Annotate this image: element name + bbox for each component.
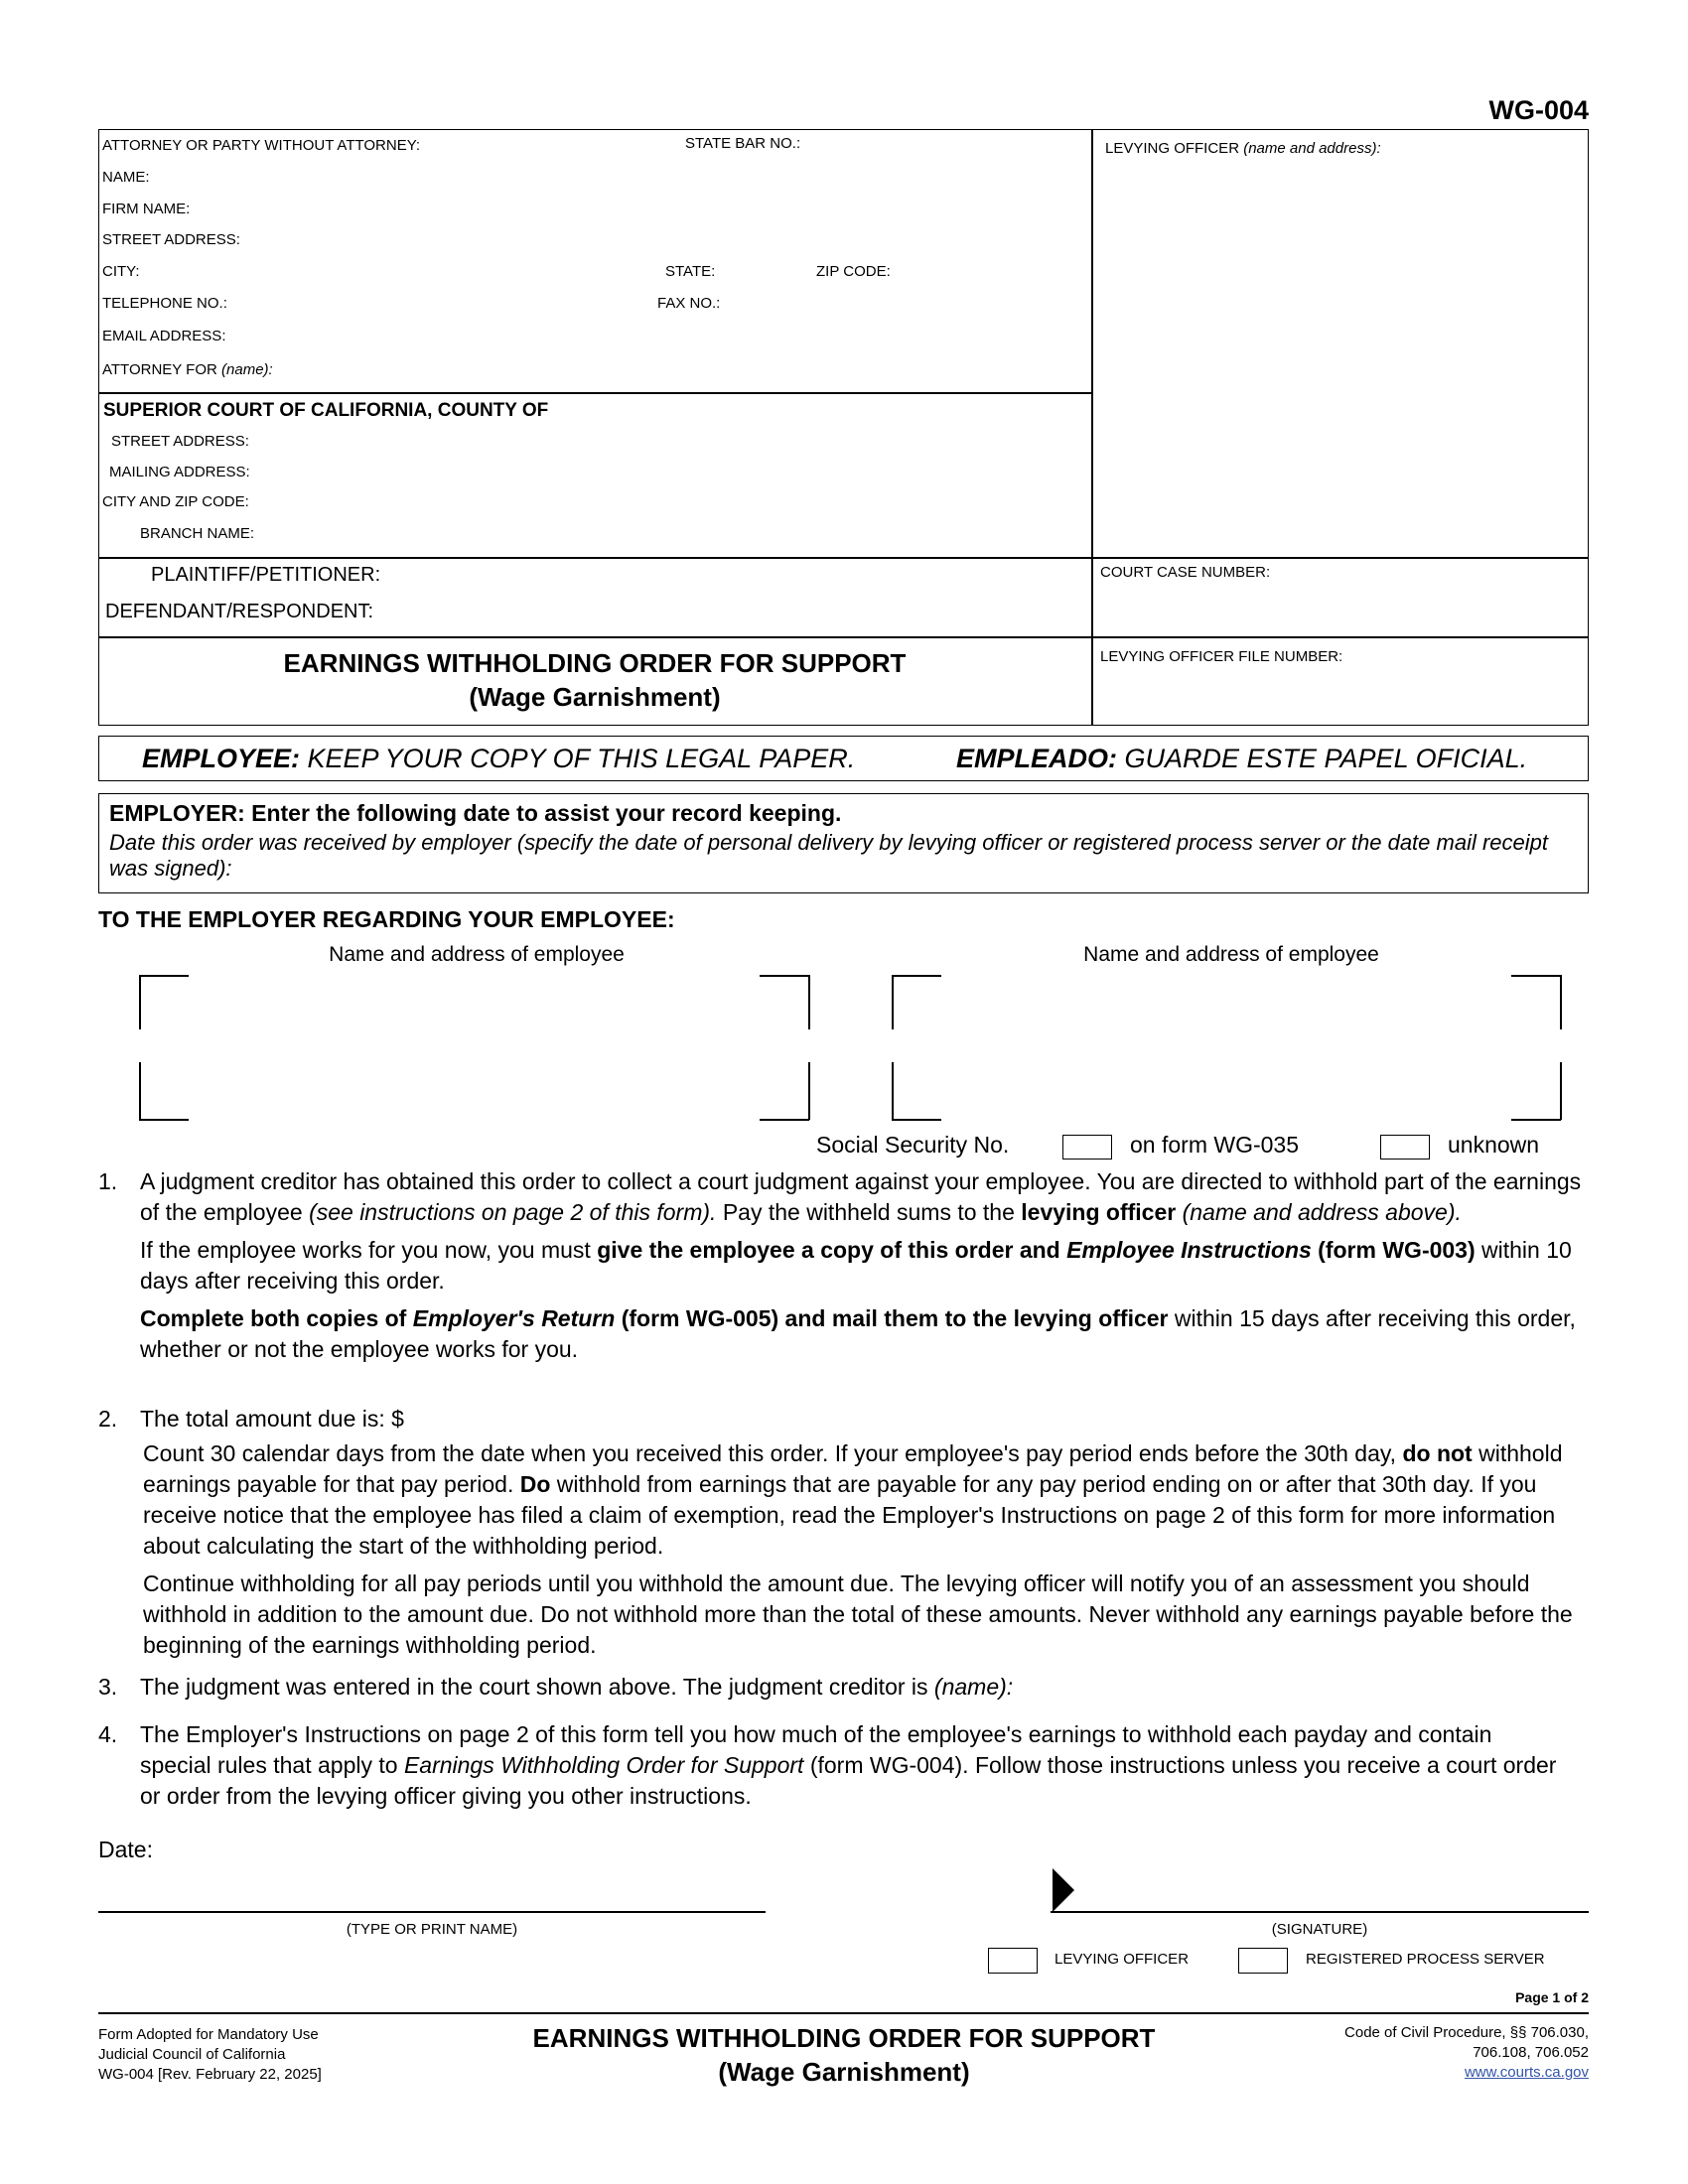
total-amount-label: The total amount due is: $ bbox=[140, 1406, 404, 1432]
empleado-notice: EMPLEADO: GUARDE ESTE PAPEL OFICIAL. bbox=[956, 744, 1528, 773]
employer-heading: EMPLOYER: Enter the following date to assist your record keeping. bbox=[109, 800, 842, 826]
item-3: The judgment was entered in the court shown above. The judgment creditor is (name): bbox=[140, 1674, 1014, 1700]
item-4: The Employer's Instructions on page 2 of this form tell you how much of the employee's earnings to withhold each payday and contain special rules that apply to Earnings Withholding Order for Support (form WG-004). Follow those instructions unless you receive a court order or order from the levying officer giving you other instructions. bbox=[140, 1721, 1557, 1809]
page-number: Page 1 of 2 bbox=[1515, 1989, 1589, 2005]
item-1-paragraph-2: If the employee works for you now, you must give the employee a copy of this order and Employee Instructions (form WG-003) within 10 days after receiving this order. bbox=[140, 1237, 1572, 1294]
levying-officer-label: LEVYING OFFICER (name and address): bbox=[1105, 140, 1381, 157]
ssn-unknown-checkbox[interactable] bbox=[1380, 1135, 1430, 1160]
caption-form-title: EARNINGS WITHHOLDING ORDER FOR SUPPORT (Wage Garnishment) bbox=[283, 648, 907, 712]
attorney-label: ATTORNEY OR PARTY WITHOUT ATTORNEY: bbox=[102, 137, 421, 154]
item-2-paragraph-1: Count 30 calendar days from the date when you received this order. If your employee's pay period ends before the 30th day, do not withhold earnings payable for that pay period. Do withhold from earnings that are payable for any pay period ending on or after that 30th day. If you receive notice that the employee has filed a claim of exemption, read the Employer's Instructions on page 2 of this form for more information about calculating the start of the withholding period. bbox=[143, 1440, 1563, 1559]
fax-label: FAX NO.: bbox=[657, 295, 721, 312]
item-1 bbox=[140, 1166, 1590, 1365]
email-label: EMAIL ADDRESS: bbox=[102, 328, 226, 344]
name-label: NAME: bbox=[102, 169, 150, 186]
process-server-checkbox[interactable] bbox=[1238, 1948, 1288, 1974]
item-2-paragraph-2: Continue withholding for all pay periods until you withhold the amount due. The levying officer will notify you of an assessment you should withhold in addition to the amount due. Do not withhold more than the total of these amounts. Never withhold any earnings payable before the beginning of the earnings withholding period. bbox=[143, 1570, 1573, 1658]
item-1-number: 1. bbox=[98, 1168, 118, 1194]
street-label: STREET ADDRESS: bbox=[102, 231, 240, 248]
print-name-caption: (TYPE OR PRINT NAME) bbox=[346, 1921, 518, 1938]
right-employee-caption: Name and address of employee bbox=[1083, 943, 1379, 966]
signature-line[interactable] bbox=[1051, 1911, 1589, 1913]
attorney-for-label: ATTORNEY FOR (name): bbox=[102, 361, 273, 378]
state-label: STATE: bbox=[665, 263, 716, 280]
item-1-paragraph-3: Complete both copies of Employer's Return (form WG-005) and mail them to the levying officer within 15 days after receiving this order, whether or not the employee works for you. bbox=[140, 1305, 1576, 1362]
court-city-zip-label: CITY AND ZIP CODE: bbox=[102, 493, 249, 510]
firm-label: FIRM NAME: bbox=[102, 201, 191, 217]
court-title: SUPERIOR COURT OF CALIFORNIA, COUNTY OF bbox=[103, 400, 549, 421]
print-name-line[interactable] bbox=[98, 1911, 766, 1913]
signature-caption: (SIGNATURE) bbox=[1271, 1921, 1368, 1938]
footer-left: Form Adopted for Mandatory Use Judicial Council of California WG-004 [Rev. February 22, 2025] bbox=[98, 2026, 322, 2083]
form-id: WG-004 bbox=[1488, 95, 1589, 125]
case-number-label: COURT CASE NUMBER: bbox=[1100, 564, 1271, 581]
courts-link[interactable]: www.courts.ca.gov bbox=[1464, 2064, 1589, 2081]
telephone-label: TELEPHONE NO.: bbox=[102, 295, 227, 312]
footer-title: EARNINGS WITHHOLDING ORDER FOR SUPPORT (Wage Garnishment) bbox=[532, 2023, 1156, 2087]
ssn-unknown-option: unknown bbox=[1448, 1132, 1540, 1158]
footer-right: Code of Civil Procedure, §§ 706.030, 706.108, 706.052 www.courts.ca.gov bbox=[1344, 2024, 1589, 2081]
officer-file-label: LEVYING OFFICER FILE NUMBER: bbox=[1100, 648, 1343, 665]
left-employee-caption: Name and address of employee bbox=[329, 943, 625, 966]
levying-officer-option: LEVYING OFFICER bbox=[1055, 1951, 1190, 1968]
employee-section-heading: TO THE EMPLOYER REGARDING YOUR EMPLOYEE: bbox=[98, 906, 675, 932]
plaintiff-label: PLAINTIFF/PETITIONER: bbox=[151, 564, 381, 586]
date-label: Date: bbox=[98, 1837, 153, 1862]
item-3-number: 3. bbox=[98, 1674, 118, 1700]
footer-rule bbox=[98, 2012, 1589, 2014]
employer-instruction: Date this order was received by employer (specify the date of personal delivery by levying officer or registered process server or the date mail receipt was signed): bbox=[109, 830, 1549, 881]
zip-label: ZIP CODE: bbox=[816, 263, 891, 280]
defendant-label: DEFENDANT/RESPONDENT: bbox=[105, 601, 374, 622]
item-1-paragraph-1: A judgment creditor has obtained this order to collect a court judgment against your employee. You are directed to withhold part of the earnings of the employee (see instructions on page 2 of this form). Pay the withheld sums to the levying officer (name and address above). bbox=[140, 1168, 1582, 1225]
levying-officer-checkbox[interactable] bbox=[988, 1948, 1038, 1974]
ssn-form-option: on form WG-035 bbox=[1130, 1132, 1299, 1158]
state-bar-label: STATE BAR NO.: bbox=[685, 135, 801, 152]
ssn-form-checkbox[interactable] bbox=[1062, 1135, 1112, 1160]
item-4-number: 4. bbox=[98, 1721, 118, 1747]
employee-notice: EMPLOYEE: KEEP YOUR COPY OF THIS LEGAL PAPER. bbox=[142, 744, 856, 773]
signature-arrow-icon bbox=[1053, 1868, 1074, 1912]
court-mailing-label: MAILING ADDRESS: bbox=[109, 464, 250, 480]
city-label: CITY: bbox=[102, 263, 140, 280]
item-2-number: 2. bbox=[98, 1406, 118, 1432]
item-2 bbox=[143, 1438, 1593, 1661]
court-branch-label: BRANCH NAME: bbox=[140, 525, 255, 542]
court-street-label: STREET ADDRESS: bbox=[111, 433, 249, 450]
ssn-label: Social Security No. bbox=[816, 1132, 1010, 1158]
process-server-option: REGISTERED PROCESS SERVER bbox=[1306, 1951, 1545, 1968]
